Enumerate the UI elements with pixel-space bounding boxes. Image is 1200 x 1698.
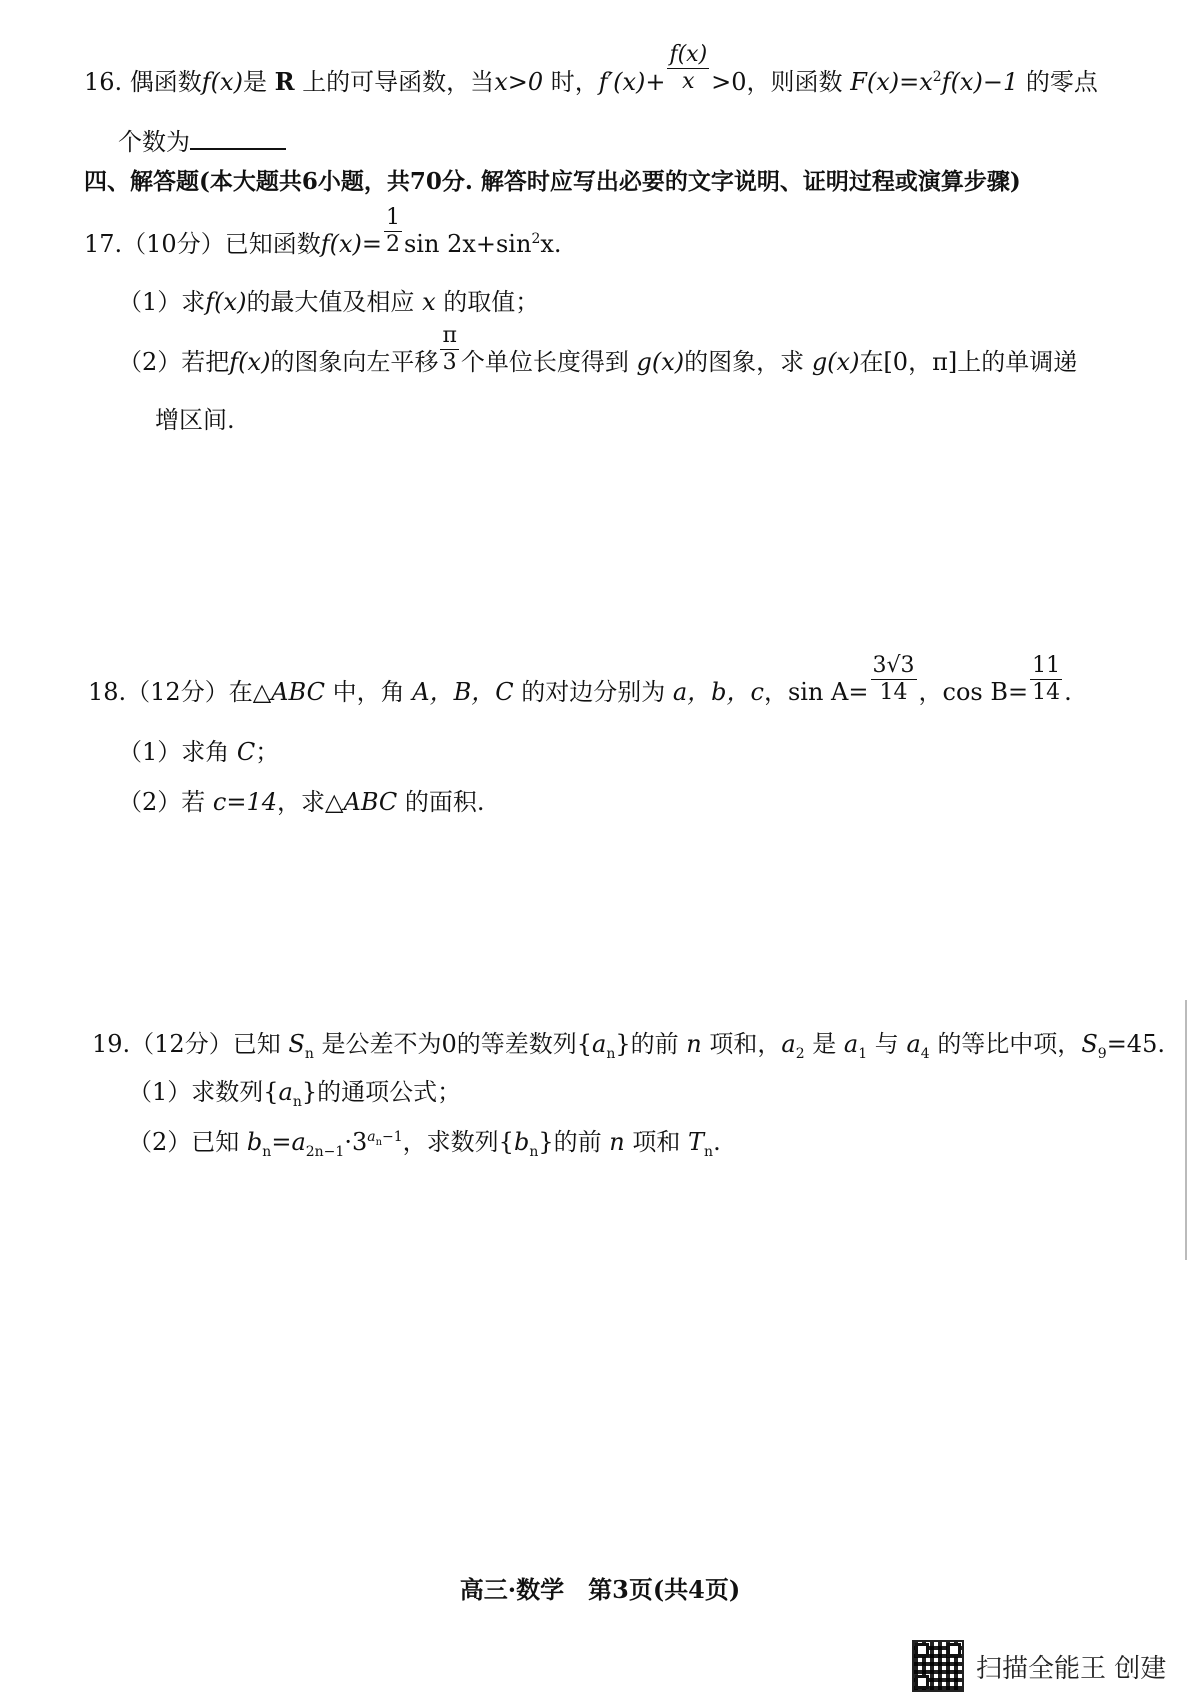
q19-n: n [686, 1030, 702, 1058]
q19-p2-a2n: a [291, 1128, 306, 1156]
q19-p2-T-sub: n [704, 1143, 714, 1160]
q17-p2-gx2: g(x) [811, 348, 860, 376]
q18-cos-den: 14 [1032, 680, 1061, 705]
q18-p2-c: c=14 [212, 788, 278, 816]
q19-an-sub: n [606, 1045, 616, 1062]
q16-text2: 上的可导函数，当 [302, 68, 495, 96]
q18-cosB: ，cos B= [918, 678, 1029, 706]
q19-p2-end: . [713, 1128, 721, 1156]
q19-p1-an: a [278, 1078, 293, 1106]
q18-part2 [118, 790, 485, 814]
q19-part1 [128, 1080, 461, 1109]
q18-p2-end: 的面积. [404, 788, 485, 816]
q16-F-sup: 2 [932, 69, 942, 85]
answer-blank[interactable] [190, 130, 286, 150]
q19-g: =45. [1106, 1030, 1165, 1058]
q19-p2-b: ，求数列{ [402, 1128, 514, 1156]
page-footer: 高三·数学 第3页(共4页) [459, 1575, 741, 1604]
q17-p2-a: （2）若把 [118, 348, 230, 376]
q19-p2-exp-sub: n [375, 1136, 383, 1148]
q17-p2-e: 在[0，π]上的单调递 [859, 348, 1078, 376]
q17-part2-line2: 增区间. [155, 406, 235, 434]
q17-p1-b: 的最大值及相应 [246, 288, 415, 316]
q19-f: 的等比中项， [937, 1030, 1082, 1058]
q19-p2-bn2: b [513, 1128, 530, 1156]
q18-part1 [118, 740, 279, 764]
q19-Sn: S [288, 1030, 305, 1058]
qr-corner-marker [915, 1643, 929, 1657]
q18-p1-C: C [236, 738, 256, 766]
q19-p1-sub: n [292, 1093, 302, 1110]
q18-p2-b: ，求△ [277, 788, 344, 816]
q19-an: a [592, 1030, 607, 1058]
q18-end: . [1064, 678, 1072, 706]
q17-p2-d: 的图象，求 [684, 348, 805, 376]
q16-cond: x>0 [494, 68, 544, 96]
q19-p2-dot: ·3 [344, 1128, 368, 1156]
q19-Sn-sub: n [304, 1045, 314, 1062]
q19-p1-a: （1）求数列{ [128, 1078, 279, 1106]
q16-fx: f(x) [201, 68, 243, 96]
q17-p1-fx: f(x) [205, 288, 247, 316]
q17-p1-x: x [422, 288, 436, 316]
q19-line1 [92, 1032, 1165, 1061]
q19-a2-sub: 2 [795, 1045, 805, 1062]
q17-expr-sup: 2 [531, 231, 541, 247]
q17-p2-frac-den: 3 [442, 350, 457, 375]
q18-cos-num: 11 [1032, 653, 1061, 678]
q19-c: 项和， [709, 1030, 782, 1058]
q19-p2-T: T [688, 1128, 705, 1156]
q17-line1 [84, 205, 562, 258]
q19-a1: a [843, 1030, 859, 1058]
q19-p2-a2n-sub: 2n−1 [305, 1143, 345, 1160]
q17-p2-frac-num: π [442, 323, 457, 348]
q18-p2-a: （2）若 [118, 788, 206, 816]
q19-p2-exp-rest: −1 [382, 1129, 403, 1145]
q19-p2-bn: b [246, 1128, 263, 1156]
q18-cos-fraction [1030, 653, 1062, 706]
q19-p2-eq: = [271, 1128, 292, 1156]
q19-a2: a [781, 1030, 796, 1058]
q18-sin-den: 14 [879, 680, 908, 705]
q18-sin-num: 3√3 [872, 653, 915, 678]
qr-corner-marker [915, 1675, 929, 1689]
q18-angles: A，B，C [412, 678, 514, 706]
q17-p2-c: 个单位长度得到 [460, 348, 629, 376]
scan-edge-line [1185, 1000, 1187, 1260]
q19-lead: 19.（12分）已知 [92, 1030, 281, 1058]
q18-sin-fraction [871, 653, 917, 706]
q19-a4-sub: 4 [920, 1045, 930, 1062]
q16-frac-num: f(x) [669, 42, 708, 67]
q19-part2 [128, 1130, 721, 1159]
q16-F: F(x)=x [850, 68, 933, 96]
scanner-watermark: 扫描全能王 创建 [976, 1654, 1167, 1684]
qr-corner-marker [947, 1643, 961, 1657]
q16-tail: 的零点 [1025, 68, 1098, 96]
q16-F-rest: f(x)−1 [941, 68, 1019, 96]
q18-sides: a，b，c [672, 678, 764, 706]
q17-eq: = [361, 230, 382, 258]
q19-a1-sub: 1 [858, 1045, 868, 1062]
q19-p2-d: 项和 [632, 1128, 681, 1156]
q17-p2-fraction [440, 323, 458, 376]
qr-code-icon [912, 1640, 964, 1692]
q18-ABC: ABC [271, 678, 325, 706]
q17-expr: sin 2x+sin [403, 230, 532, 258]
q17-expr-end: x. [540, 230, 562, 258]
q16-frac-den: x [682, 69, 695, 94]
q19-S9-sub: 9 [1097, 1045, 1107, 1062]
q19-d: 是 [812, 1030, 837, 1058]
q19-e: 与 [874, 1030, 899, 1058]
q18-lead: 18.（12分）在△ [88, 678, 272, 706]
q16-fraction [667, 42, 709, 95]
q16-R: R [274, 67, 295, 96]
q17-p2-fx: f(x) [229, 348, 271, 376]
q19-p2-c: }的前 [538, 1128, 602, 1156]
q16-text4: >0，则函数 [711, 68, 843, 96]
q19-a: 是公差不为0的等差数列{ [321, 1030, 593, 1058]
q19-p2-a: （2）已知 [128, 1128, 240, 1156]
q17-part2 [118, 323, 1078, 376]
q19-a4: a [906, 1030, 921, 1058]
q19-p2-n: n [609, 1128, 625, 1156]
q16-text3: 时， [550, 68, 599, 96]
q18-line1 [88, 653, 1072, 706]
q19-b: }的前 [615, 1030, 679, 1058]
q18-p1-end: ； [255, 738, 280, 766]
q16-line2 [118, 130, 286, 154]
q16-plus: + [645, 68, 666, 96]
q17-lead: 17.（10分）已知函数 [84, 230, 321, 258]
q18-mid2: 的对边分别为 [521, 678, 666, 706]
q18-p1: （1）求角 [118, 738, 230, 766]
q17-frac-den: 2 [385, 232, 400, 257]
q19-p2-bn-sub: n [262, 1143, 272, 1160]
q19-p1-b: }的通项公式； [301, 1078, 462, 1106]
q16-line1 [84, 42, 1098, 96]
q17-p2-gx: g(x) [636, 348, 685, 376]
q16-fprime: f′(x) [598, 68, 646, 96]
q17-fraction [384, 205, 402, 258]
section-heading: 四、解答题(本大题共6小题，共70分. 解答时应写出必要的文字说明、证明过程或演算步骤) [84, 168, 1021, 195]
q16-text: 是 [242, 68, 267, 96]
q16-line2-text: 个数为 [118, 128, 190, 156]
q17-p1-c: 的取值； [443, 288, 540, 316]
q17-fx: f(x) [320, 230, 362, 258]
q16-prefix: 16. 偶函数 [84, 68, 202, 96]
q19-p2-bn2-sub: n [529, 1143, 539, 1160]
q18-sinA: ，sin A= [763, 678, 869, 706]
q17-p1-a: （1）求 [118, 288, 206, 316]
q18-mid: 中，角 [332, 678, 405, 706]
q18-p2-ABC: ABC [343, 788, 398, 816]
q19-p2-exp: a [367, 1129, 376, 1145]
q17-p2-b: 的图象向左平移 [270, 348, 439, 376]
q17-part1 [118, 290, 539, 314]
q19-S9: S [1081, 1030, 1098, 1058]
q17-frac-num: 1 [385, 205, 400, 230]
